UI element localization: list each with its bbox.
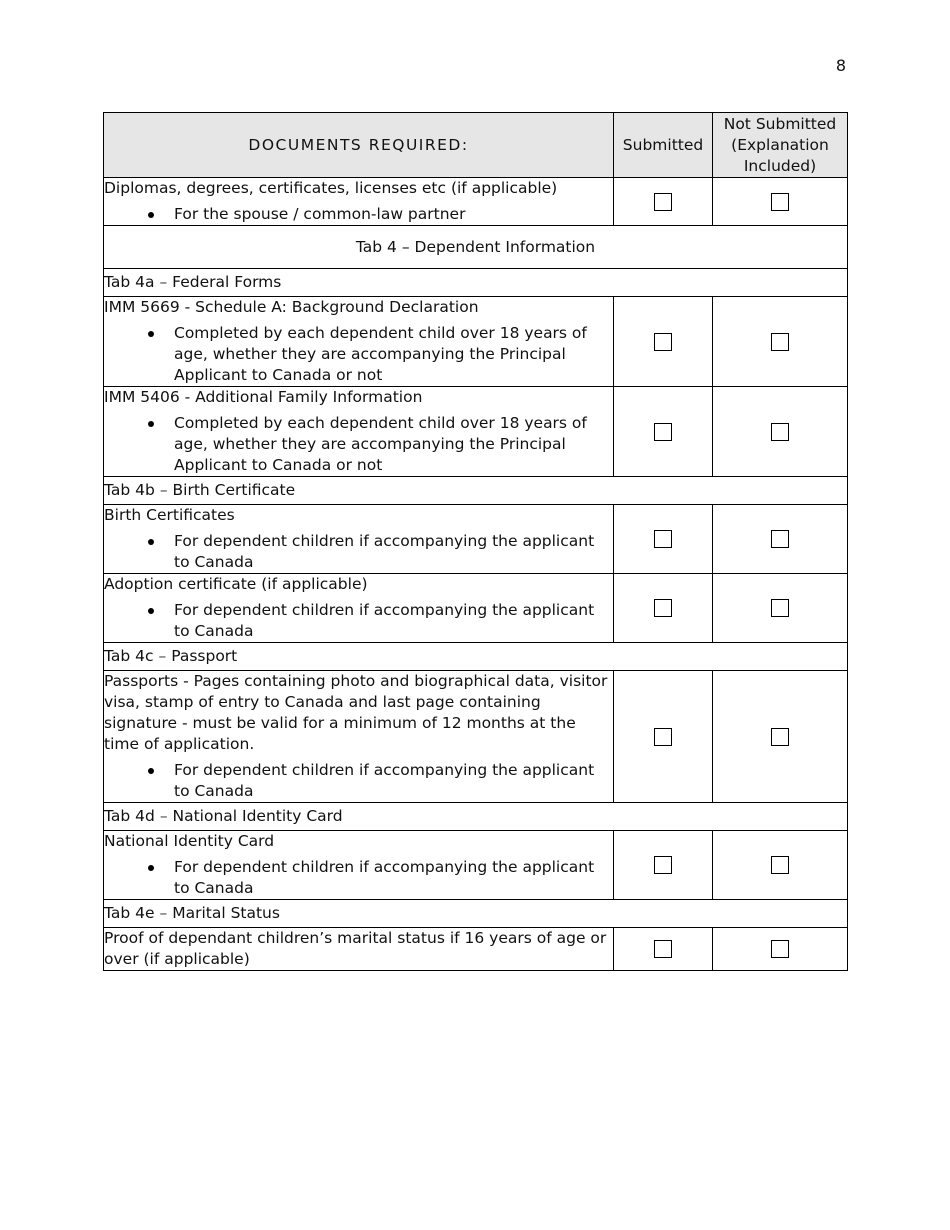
subsection-title: Federal Forms [172,273,282,291]
subsection-title: Passport [171,647,238,665]
document-notes-list [104,857,613,899]
document-description-cell [104,387,614,477]
document-description-cell [104,297,614,387]
document-note-bullet: Completed by each dependent child over 18 years of age, whether they are accompanying the Principal Applicant to Canada or not [174,323,613,386]
document-name: IMM 5406 - Additional Family Information [104,388,423,406]
document-note-bullet: For dependent children if accompanying the applicant to Canada [174,600,613,642]
subsection-row [104,803,848,831]
document-name: Proof of dependant children’s marital status if 16 years of age or over (if applicable) [104,929,607,968]
not-submitted-cell [713,178,848,226]
not-submitted-checkbox[interactable] [771,333,789,351]
document-notes-list [104,323,613,386]
not-submitted-cell [713,671,848,803]
submitted-cell [614,671,713,803]
document-name: Diplomas, degrees, certificates, licenses etc (if applicable) [104,179,558,197]
document-description-cell [104,831,614,900]
document-description-cell [104,574,614,643]
subsection-title: Marital Status [172,904,280,922]
subsection-tab-label: Tab 4e [104,904,155,922]
not-submitted-cell [713,387,848,477]
subsection-row [104,643,848,671]
page-number: 8 [835,56,846,75]
document-row [104,928,848,971]
subsection-heading [104,477,848,505]
submitted-checkbox[interactable] [654,530,672,548]
header-row [104,113,848,178]
subsection-dash: – [159,481,168,499]
subsection-title: National Identity Card [172,807,343,825]
not-submitted-checkbox[interactable] [771,856,789,874]
subsection-title: Birth Certificate [172,481,296,499]
submitted-checkbox[interactable] [654,423,672,441]
subsection-row [104,477,848,505]
document-note-bullet: For dependent children if accompanying the applicant to Canada [174,857,613,899]
subsection-dash: – [159,273,168,291]
document-note-bullet: For dependent children if accompanying the applicant to Canada [174,760,613,802]
not-submitted-cell [713,505,848,574]
submitted-checkbox[interactable] [654,728,672,746]
not-submitted-header [713,113,848,178]
document-row [104,297,848,387]
submitted-cell [614,928,713,971]
submitted-checkbox[interactable] [654,856,672,874]
document-name: IMM 5669 - Schedule A: Background Declaration [104,298,479,316]
documents-required-header: DOCUMENTS REQUIRED: [104,113,614,178]
not-submitted-cell [713,574,848,643]
document-notes-list [104,531,613,573]
not-submitted-checkbox[interactable] [771,530,789,548]
document-name: Birth Certificates [104,506,235,524]
submitted-cell [614,505,713,574]
not-submitted-header-line: Not Submitted [723,114,837,133]
document-notes-list [104,600,613,642]
submitted-checkbox[interactable] [654,599,672,617]
subsection-tab-label: Tab 4c [104,647,154,665]
subsection-tab-label: Tab 4a [104,273,155,291]
submitted-cell [614,178,713,226]
document-notes-list [104,413,613,476]
document-row [104,831,848,900]
tab-heading-row [104,226,848,269]
not-submitted-cell [713,928,848,971]
not-submitted-header-line: (Explanation [731,135,829,154]
subsection-heading [104,269,848,297]
subsection-row [104,900,848,928]
document-row [104,671,848,803]
subsection-dash: – [159,807,168,825]
subsection-row [104,269,848,297]
document-description-cell [104,178,614,226]
document-notes-list [104,760,613,802]
not-submitted-checkbox[interactable] [771,423,789,441]
submitted-checkbox[interactable] [654,193,672,211]
subsection-heading [104,900,848,928]
document-description-cell [104,928,614,971]
not-submitted-cell [713,831,848,900]
subsection-tab-label: Tab 4d [104,807,155,825]
document-row [104,387,848,477]
document-description-cell [104,671,614,803]
subsection-dash: – [158,647,167,665]
subsection-dash: – [159,904,168,922]
submitted-cell [614,831,713,900]
subsection-heading [104,803,848,831]
not-submitted-header-line: Included) [743,156,817,175]
submitted-cell [614,387,713,477]
document-notes-list [104,204,613,225]
not-submitted-checkbox[interactable] [771,193,789,211]
not-submitted-cell [713,297,848,387]
document-name: Adoption certificate (if applicable) [104,575,368,593]
tab-heading: Tab 4 – Dependent Information [104,226,848,269]
document-note-bullet: Completed by each dependent child over 18 years of age, whether they are accompanying the Principal Applicant to Canada or not [174,413,613,476]
document-row [104,178,848,226]
document-name: Passports - Pages containing photo and biographical data, visitor visa, stamp of entry to Canada and last page containing signature - must be valid for a minimum of 12 months at the time of application. [104,672,608,753]
subsection-tab-label: Tab 4b [104,481,155,499]
document-note-bullet: For dependent children if accompanying the applicant to Canada [174,531,613,573]
document-row [104,505,848,574]
document-row [104,574,848,643]
submitted-checkbox[interactable] [654,940,672,958]
submitted-checkbox[interactable] [654,333,672,351]
not-submitted-checkbox[interactable] [771,940,789,958]
document-name: National Identity Card [104,832,275,850]
submitted-header: Submitted [614,113,713,178]
document-note-bullet: For the spouse / common-law partner [174,204,613,225]
document-description-cell [104,505,614,574]
not-submitted-checkbox[interactable] [771,728,789,746]
submitted-cell [614,297,713,387]
subsection-heading [104,643,848,671]
not-submitted-checkbox[interactable] [771,599,789,617]
submitted-cell [614,574,713,643]
documents-checklist-table [103,112,848,971]
